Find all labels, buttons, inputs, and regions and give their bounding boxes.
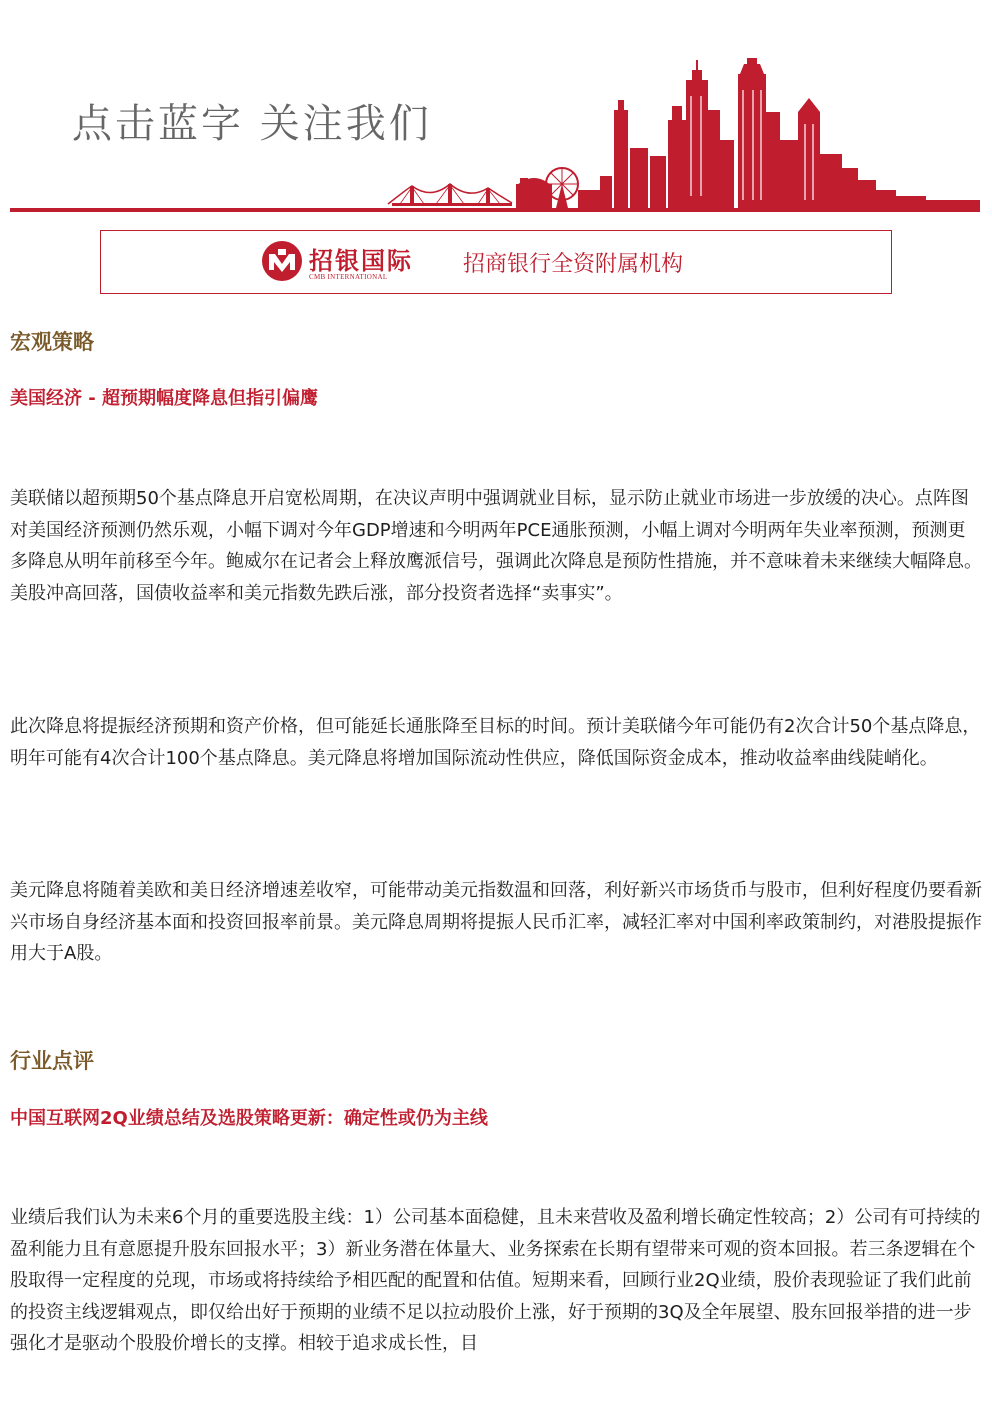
section-heading-industry: 行业点评 <box>10 1049 94 1073</box>
logo-english-name: CMB INTERNATIONAL <box>309 273 388 281</box>
brand-banner[interactable] <box>100 230 892 294</box>
cmbi-logo-icon <box>261 240 303 282</box>
paragraph: 美元降息将随着美欧和美日经济增速差收窄，可能带动美元指数温和回落，利好新兴市场货币与股市，但利好程度仍要看新兴市场自身经济基本面和投资回报率前景。美元降息周期将提振人民币汇率，减轻汇率对中国利率政策制约，对港股提振作用大于A股。 <box>10 880 982 964</box>
article-title-china-internet[interactable]: 中国互联网2Q业绩总结及选股策略更新：确定性或仍为主线 <box>10 1108 488 1129</box>
section-heading-macro: 宏观策略 <box>10 330 94 354</box>
paragraph: 美联储以超预期50个基点降息开启宽松周期，在决议声明中强调就业目标，显示防止就业市场进一步放缓的决心。点阵图对美国经济预测仍然乐观，小幅下调对今年GDP增速和今明两年PCE通胀预测，小幅上调对今明两年失业率预测，预测更多降息从明年前移至今年。鲍威尔在记者会上释放鹰派信号，强调此次降息是预防性措施，并不意味着未来继续大幅降息。美股冲高回落，国债收益率和美元指数先跌后涨，部分投资者选择“卖事实”。 <box>10 488 982 604</box>
paragraph: 业绩后我们认为未来6个月的重要选股主线：1）公司基本面稳健，且未来营收及盈利增长确定性较高；2）公司有可持续的盈利能力且有意愿提升股东回报水平；3）新业务潜在体量大、业务探索在长期有望带来可观的资本回报。若三条逻辑在个股取得一定程度的兑现，市场或将持续给予相匹配的配置和估值。短期来看，回顾行业2Q业绩，股价表现验证了我们此前的投资主线逻辑观点，即仅给出好于预期的业绩不足以拉动股价上涨，好于预期的3Q及全年展望、股东回报举措的进一步强化才是驱动个股股价增长的支撑。相较于追求成长性，目 <box>10 1207 981 1354</box>
city-skyline-illustration <box>0 0 992 215</box>
paragraph: 此次降息将提振经济预期和资产价格，但可能延长通胀降至目标的时间。预计美联储今年可能仍有2次合计50个基点降息，明年可能有4次合计100个基点降息。美元降息将增加国际流动性供应，降低国际资金成本，推动收益率曲线陡峭化。 <box>10 716 981 769</box>
banner-tagline: 招商银行全资附属机构 <box>463 252 684 277</box>
header <box>0 0 992 215</box>
logo-chinese-name: 招银国际 <box>309 246 413 275</box>
header-divider <box>10 208 980 212</box>
header-title[interactable]: 点击蓝字 关注我们 <box>72 101 432 147</box>
article-title-us-economy[interactable]: 美国经济 - 超预期幅度降息但指引偏鹰 <box>10 388 319 409</box>
